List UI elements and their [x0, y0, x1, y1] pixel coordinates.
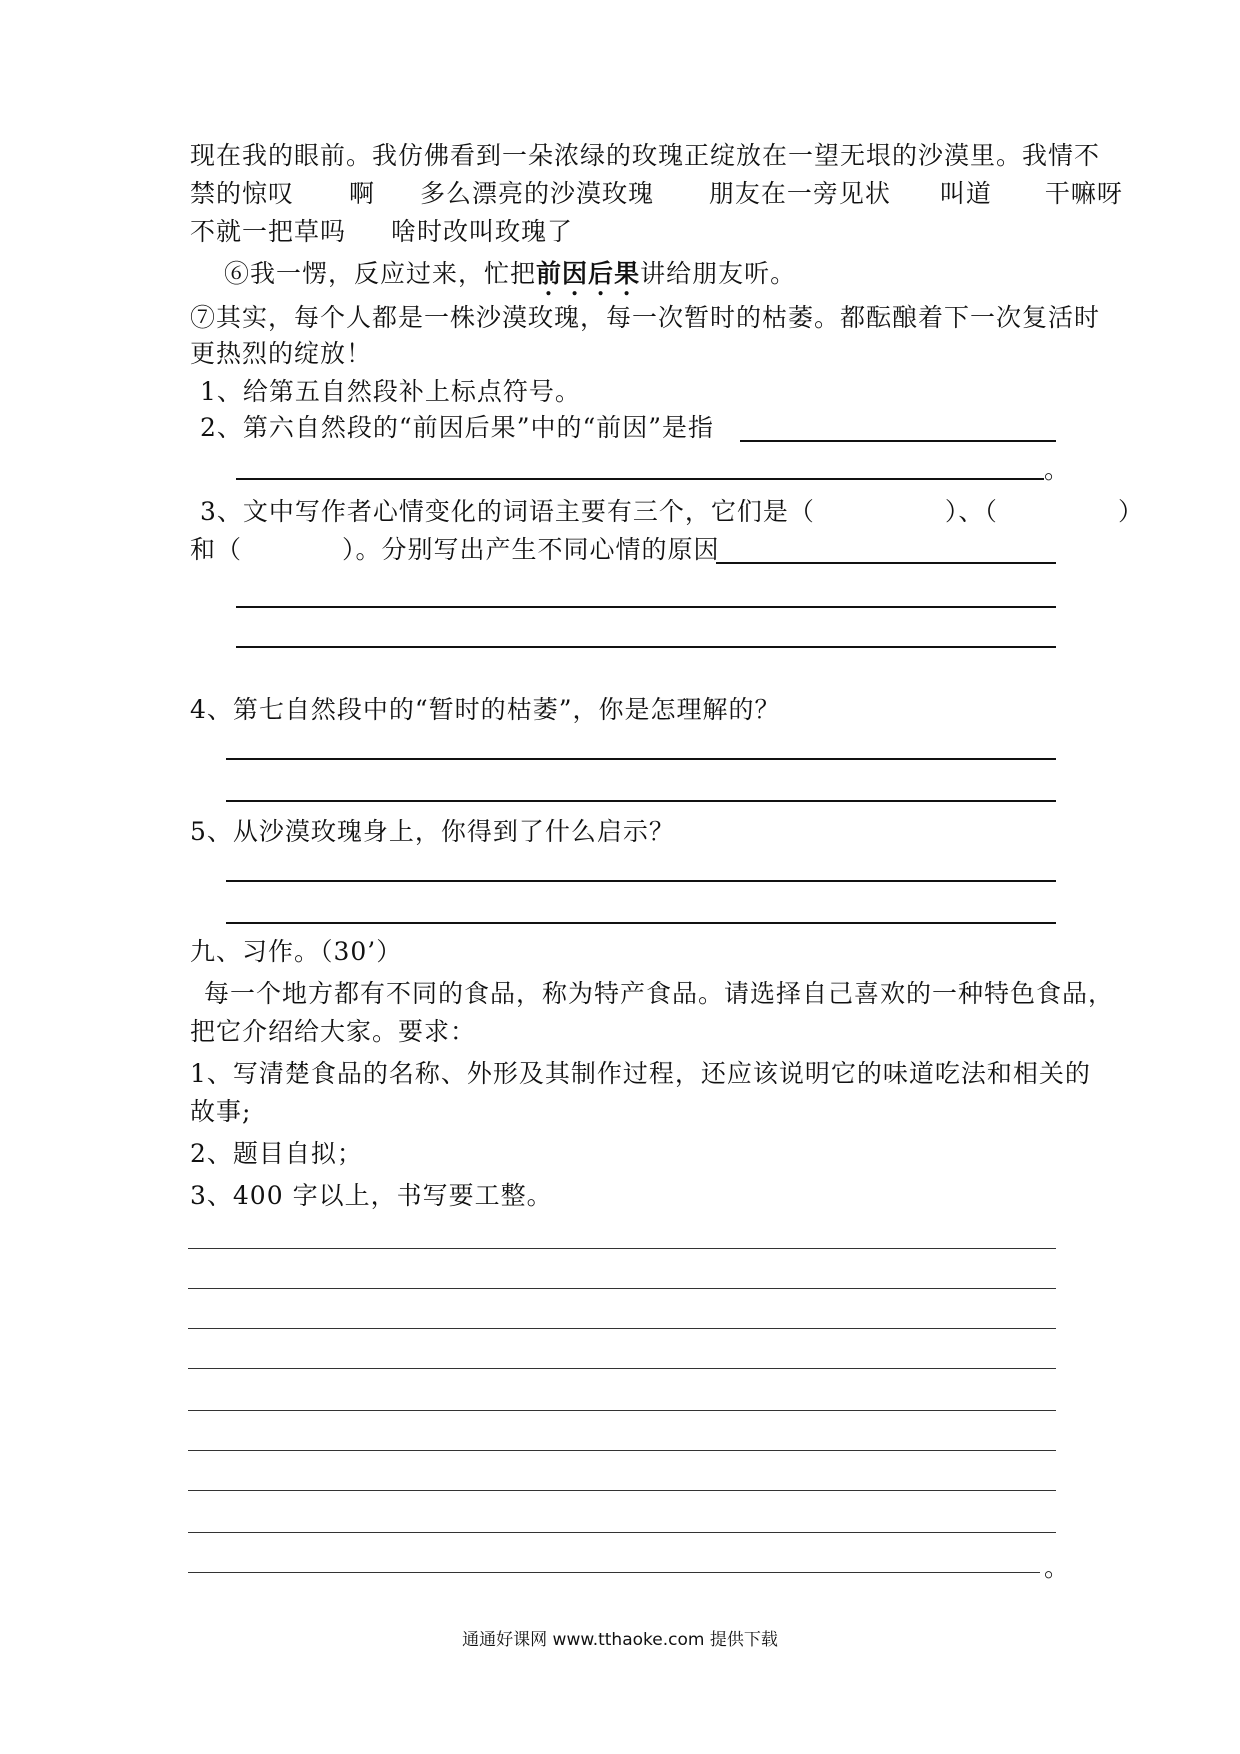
paragraph-6: [224, 256, 796, 292]
passage-fragment: 啥时改叫玫瑰了: [390, 217, 573, 246]
passage-fragment: 叫道: [939, 179, 992, 208]
emphasis-char: 果: [614, 259, 641, 288]
requirement-3: 3、400 字以上，书写要工整。: [190, 1181, 553, 1210]
requirement-1-line-2: 故事;: [190, 1097, 252, 1126]
question-5: 5、从沙漠玫瑰身上，你得到了什么启示？: [190, 817, 675, 846]
page-footer: 通通好课网 www.tthaoke.com 提供下载: [462, 1630, 778, 1650]
writing-line[interactable]: [188, 1248, 1056, 1249]
answer-line[interactable]: [236, 478, 1044, 480]
answer-line[interactable]: [226, 922, 1056, 924]
paragraph-7-line-2: 更热烈的绽放！: [190, 339, 373, 368]
emphasis-char: 因: [562, 259, 589, 288]
composition-heading: 九、习作。（30’）: [190, 937, 403, 966]
writing-line[interactable]: [188, 1450, 1056, 1451]
passage-fragment: 朋友在一旁见状: [708, 179, 891, 208]
question-3-text: 3、文中写作者心情变化的词语主要有三个，它们是（: [200, 497, 815, 526]
requirement-1-line-1: 1、写清楚食品的名称、外形及其制作过程，还应该说明它的味道吃法和相关的: [190, 1059, 1091, 1088]
question-4: 4、第七自然段中的“暂时的枯萎”，你是怎理解的？: [190, 695, 781, 724]
requirement-2: 2、题目自拟；: [190, 1139, 363, 1168]
writing-line[interactable]: [188, 1490, 1056, 1491]
answer-line[interactable]: [716, 562, 1056, 564]
emphasis-char: 后: [588, 259, 615, 288]
paragraph-6-text: 讲给朋友听。: [640, 259, 797, 288]
writing-line[interactable]: [188, 1572, 1040, 1573]
writing-line[interactable]: [188, 1328, 1056, 1329]
answer-line[interactable]: [236, 606, 1056, 608]
passage-line-3: [190, 214, 573, 250]
writing-line[interactable]: [188, 1288, 1056, 1289]
answer-line[interactable]: [740, 440, 1056, 442]
writing-line[interactable]: [188, 1410, 1056, 1411]
question-3-line-1: [200, 494, 1144, 530]
question-2: 2、第六自然段的“前因后果”中的“前因”是指: [200, 413, 715, 442]
passage-fragment: 啊: [348, 179, 375, 208]
question-3-text: ）: [1117, 497, 1144, 526]
passage-fragment: 干嘛呀: [1044, 179, 1123, 208]
writing-line[interactable]: [188, 1368, 1056, 1369]
question-3-line-2: [190, 532, 720, 568]
question-1: 1、给第五自然段补上标点符号。: [200, 377, 581, 406]
question-2-end: 。: [1044, 455, 1071, 484]
answer-line[interactable]: [226, 880, 1056, 882]
answer-line[interactable]: [226, 758, 1056, 760]
question-3-text: 和（: [190, 535, 243, 564]
answer-line[interactable]: [236, 646, 1056, 648]
writing-line[interactable]: [188, 1532, 1056, 1533]
passage-line-1: 现在我的眼前。我仿佛看到一朵浓绿的玫瑰正绽放在一望无垠的沙漠里。我情不: [190, 141, 1101, 170]
passage-line-2: [190, 176, 1123, 212]
question-3-text: ）、（: [944, 497, 998, 526]
emphasis-char: 前: [536, 259, 563, 288]
paragraph-7-line-1: ⑦其实，每个人都是一株沙漠玫瑰，每一次暂时的枯萎。都酝酿着下一次复活时: [190, 303, 1101, 332]
composition-intro-line-1: 每一个地方都有不同的食品，称为特产食品。请选择自己喜欢的一种特色食品，: [204, 979, 1115, 1008]
passage-fragment: 多么漂亮的沙漠玫瑰: [419, 179, 654, 208]
answer-line[interactable]: [226, 800, 1056, 802]
passage-fragment: 不就一把草吗: [190, 217, 347, 246]
composition-end-mark: 。: [1044, 1553, 1071, 1582]
passage-fragment: 禁的惊叹: [190, 179, 295, 208]
question-3-text: ）。分别写出产生不同心情的原因: [342, 535, 720, 564]
paragraph-6-text: ⑥我一愣，反应过来，忙把: [224, 259, 537, 288]
composition-intro-line-2: 把它介绍给大家。要求：: [190, 1017, 477, 1046]
